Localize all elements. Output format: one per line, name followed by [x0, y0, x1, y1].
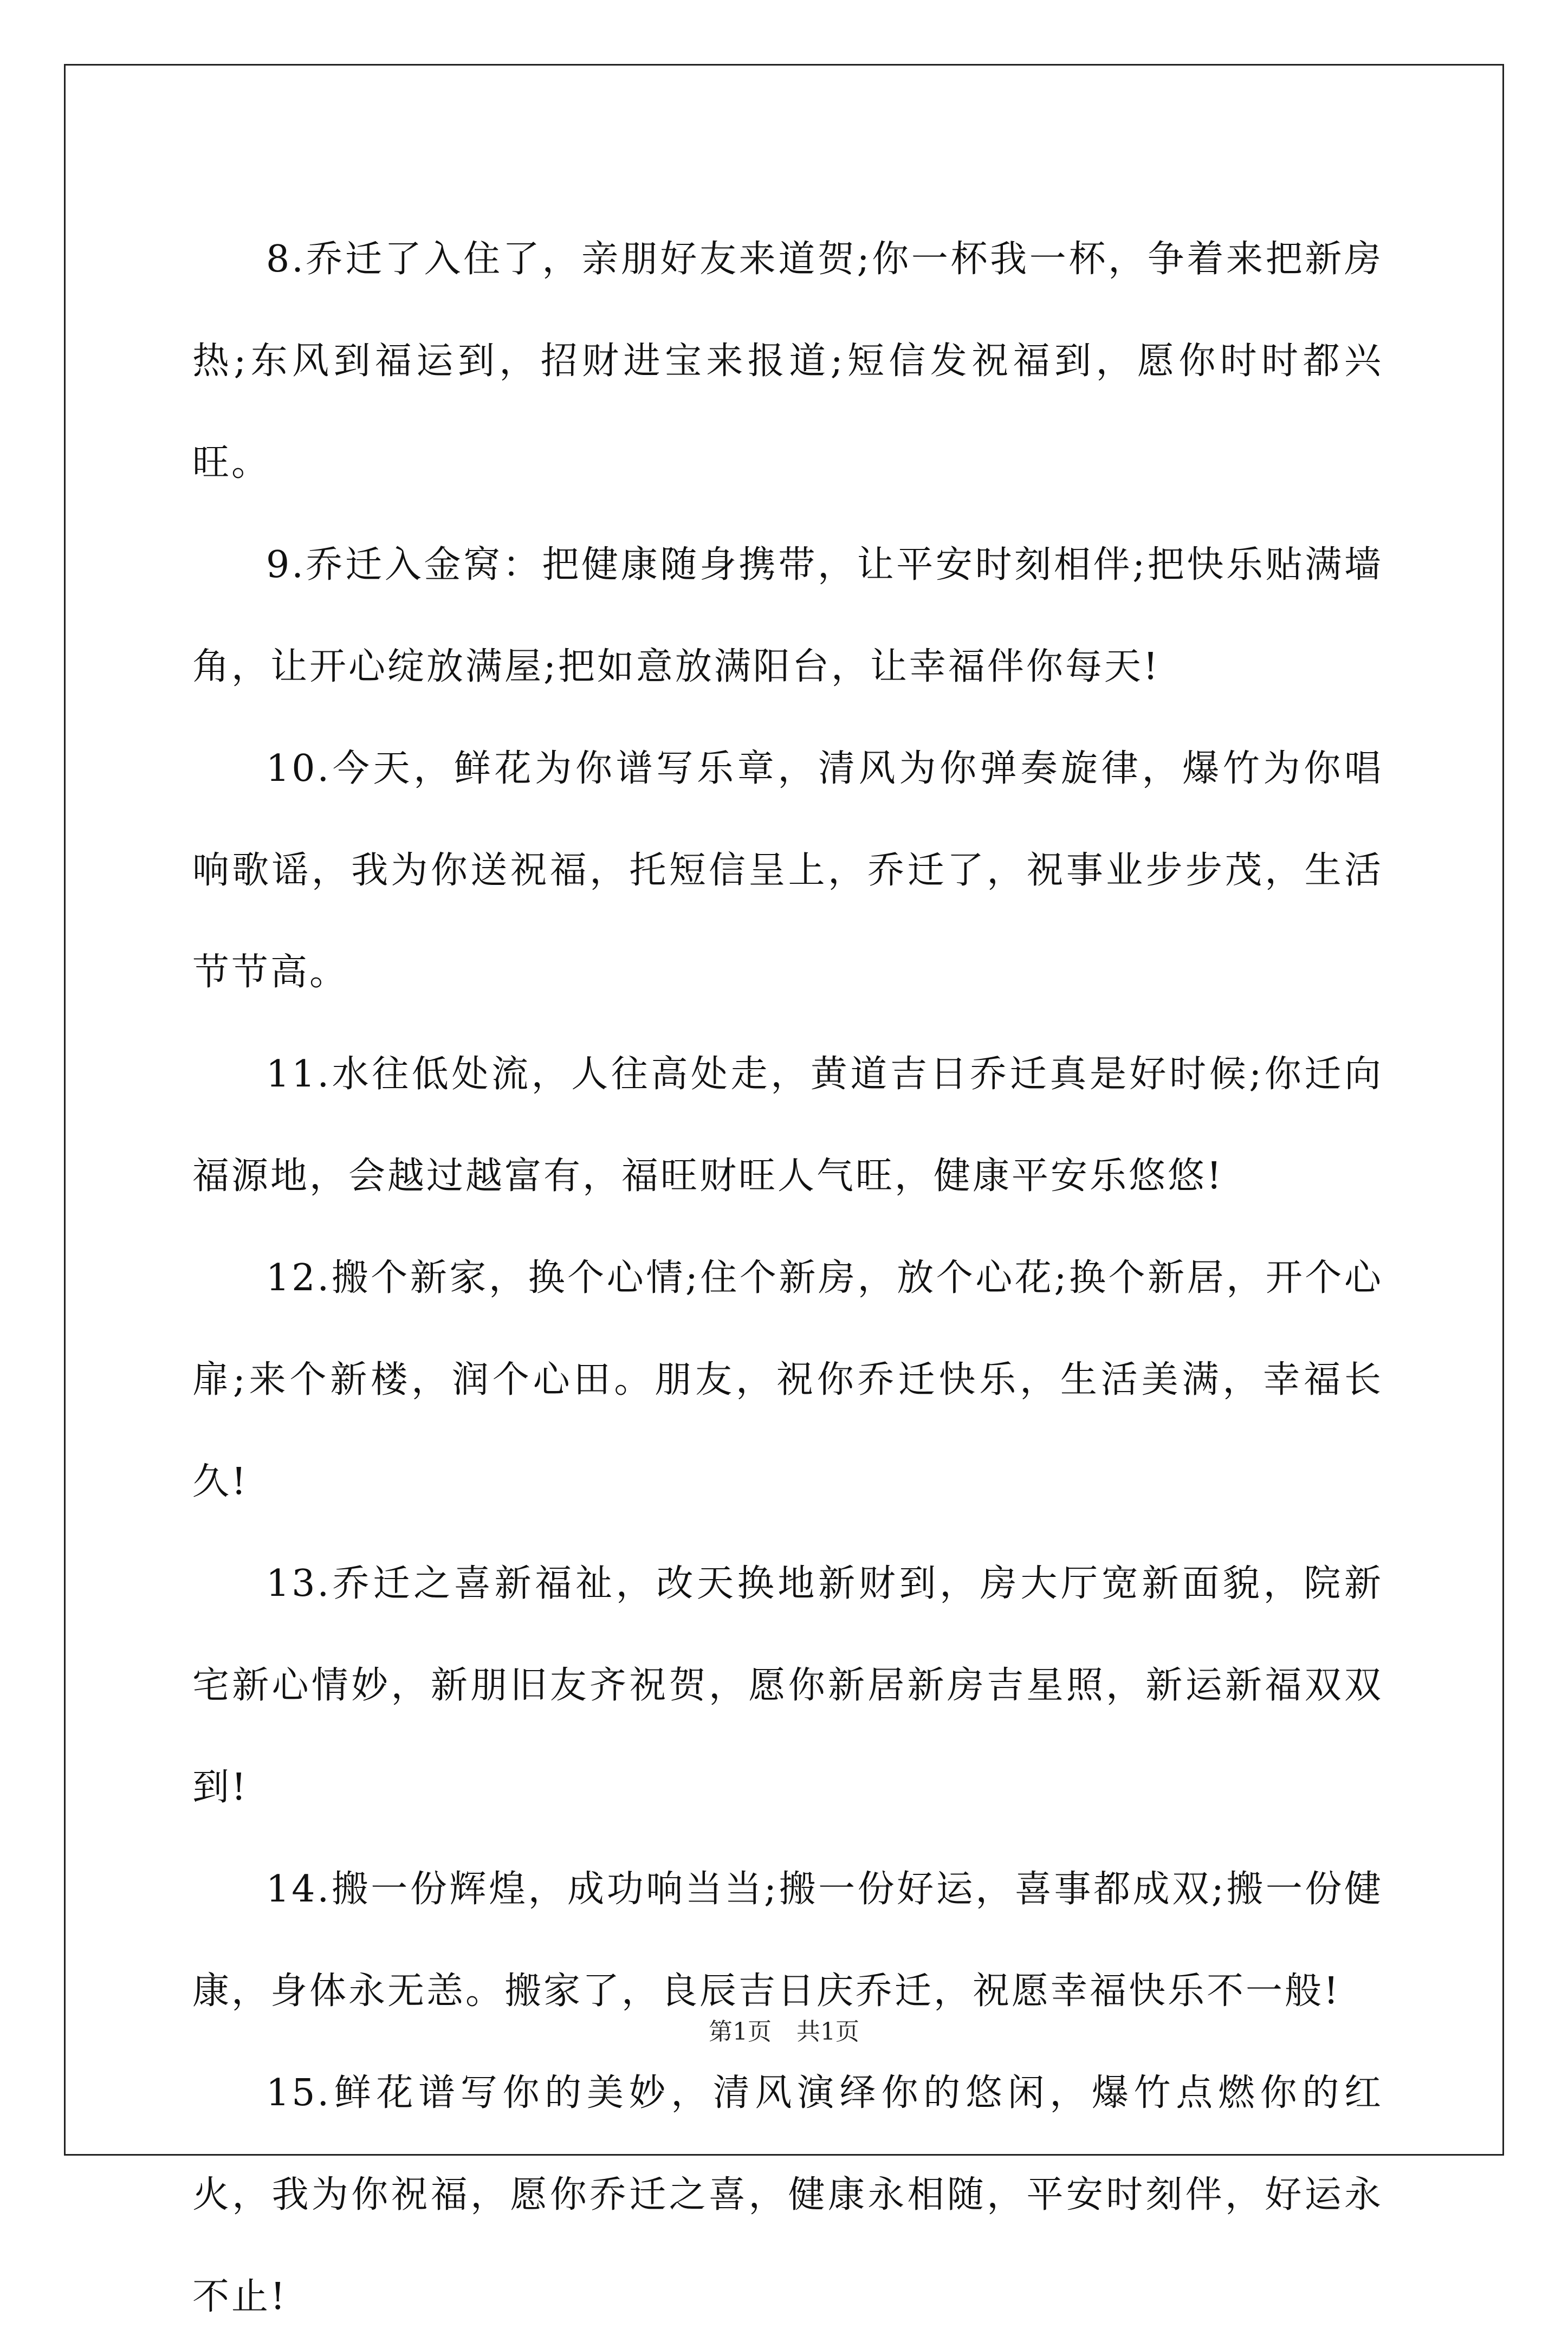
- paragraph-8: 8.乔迁了入住了，亲朋好友来道贺;你一杯我一杯，争着来把新房热;东风到福运到，招财进宝来报道;短信发祝福到，愿你时时都兴旺。: [192, 238, 1383, 484]
- paragraph-15: 15.鲜花谱写你的美妙，清风演绎你的悠闲，爆竹点燃你的红火，我为你祝福，愿你乔迁之喜，健康永相随，平安时刻伴，好运永不止!: [192, 2072, 1383, 2318]
- paragraph-12: 12.搬个新家，换个心情;住个新房，放个心花;换个新居，开个心扉;来个新楼，润个心田。朋友，祝你乔迁快乐，生活美满，幸福长久!: [192, 1257, 1383, 1503]
- paragraph-13: 13.乔迁之喜新福祉，改天换地新财到，房大厅宽新面貌，院新宅新心情妙，新朋旧友齐祝贺，愿你新居新房吉星照，新运新福双双到!: [192, 1562, 1383, 1809]
- page-total: 共1页: [796, 2018, 859, 2046]
- paragraph-10: 10.今天，鲜花为你谱写乐章，清风为你弹奏旋律，爆竹为你唱响歌谣，我为你送祝福，托短信呈上，乔迁了，祝事业步步茂，生活节节高。: [192, 747, 1383, 994]
- page-footer: [0, 2016, 1568, 2048]
- paragraph-14: 14.搬一份辉煌，成功响当当;搬一份好运，喜事都成双;搬一份健康，身体永无恙。搬家了，良辰吉日庆乔迁，祝愿幸福快乐不一般!: [192, 1868, 1383, 2013]
- page-number: 第1页: [709, 2018, 772, 2046]
- paragraph-9: 9.乔迁入金窝：把健康随身携带，让平安时刻相伴;把快乐贴满墙角，让开心绽放满屋;把如意放满阳台，让幸福伴你每天!: [192, 544, 1383, 688]
- paragraph-11: 11.水往低处流，人往高处走，黄道吉日乔迁真是好时候;你迁向福源地，会越过越富有，福旺财旺人气旺，健康平安乐悠悠!: [192, 1053, 1383, 1198]
